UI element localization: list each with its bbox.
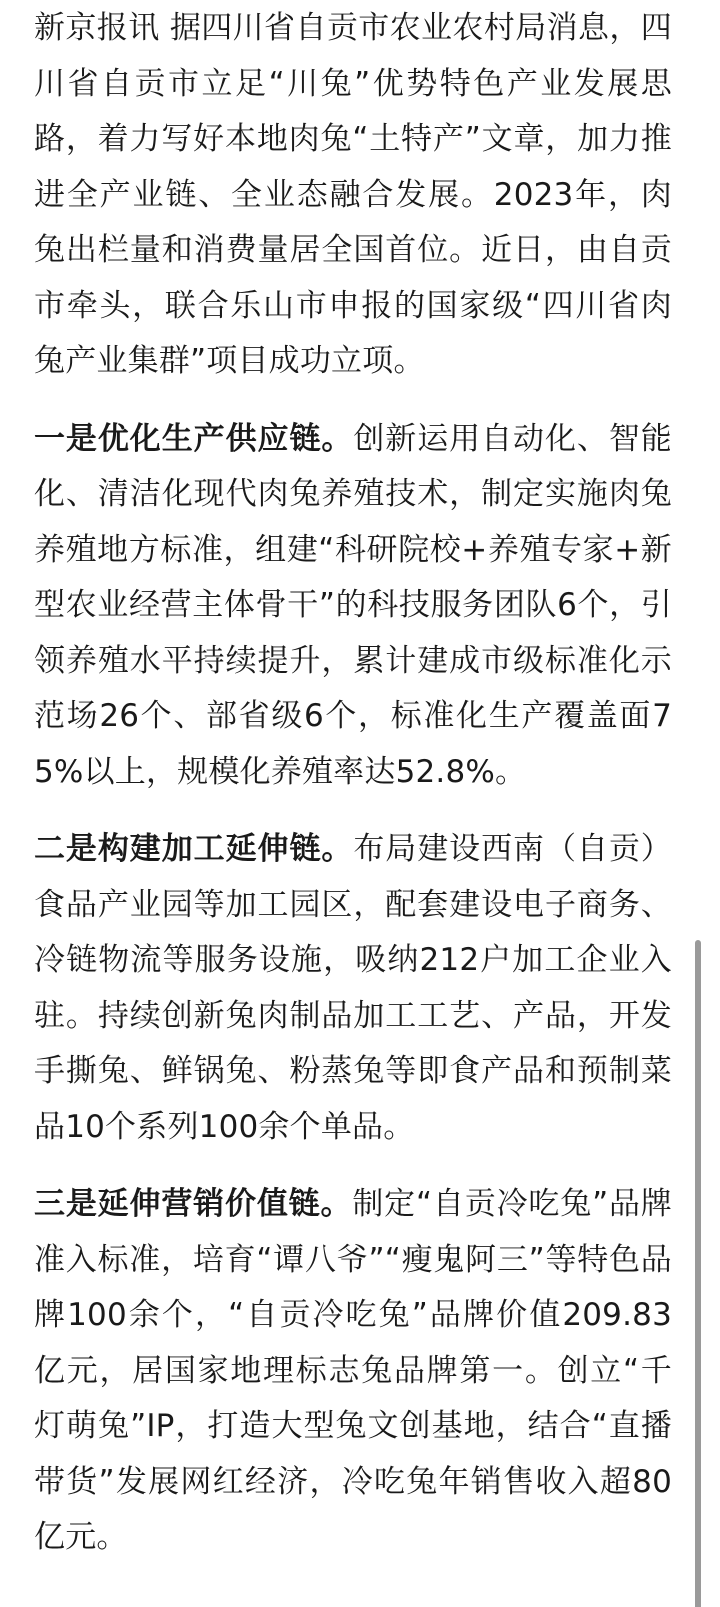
section-lead-2: 二是构建加工延伸链。: [34, 831, 354, 867]
section-paragraph-2: [34, 822, 672, 1155]
section-paragraph-3: [34, 1177, 672, 1566]
intro-paragraph: 新京报讯 据四川省自贡市农业农村局消息，四川省自贡市立足“川兔”优势特色产业发展思路，着力写好本地肉兔“土特产”文章，加力推进全产业链、全业态融合发展。2023年，肉兔出栏量和消费量居全国首位。近日，由自贡市牵头，联合乐山市申报的国家级“四川省肉兔产业集群”项目成功立项。: [34, 10, 672, 379]
section-lead-1: 一是优化生产供应链。: [34, 420, 354, 457]
section-lead-3: 三是延伸营销价值链。: [34, 1186, 353, 1222]
article-body: [34, 0, 672, 1566]
section-paragraph-1: [34, 412, 672, 801]
section-body-1: 创新运用自动化、智能化、清洁化现代肉兔养殖技术，制定实施肉兔养殖地方标准，组建“科研院校+养殖专家+新型农业经营主体骨干”的科技服务团队6个，引领养殖水平持续提升，累计建成市级标准化示范场26个、部省级6个，标准化生产覆盖面75%以上，规模化养殖率达52.8%。: [34, 420, 673, 790]
section-body-3: 制定“自贡冷吃兔”品牌准入标准，培育“谭八爷”“瘦鬼阿三”等特色品牌100余个，“自贡冷吃兔”品牌价值209.83亿元，居国家地理标志兔品牌第一。创立“千灯萌兔”IP，打造大型兔文创基地，结合“直播带货”发展网红经济，冷吃兔年销售收入超80亿元。: [34, 1186, 672, 1555]
scrollbar-thumb[interactable]: [695, 940, 701, 1607]
section-body-2: 布局建设西南（自贡）食品产业园等加工园区，配套建设电子商务、冷链物流等服务设施，吸纳212户加工企业入驻。持续创新兔肉制品加工工艺、产品，开发手撕兔、鲜锅兔、粉蒸兔等即食产品和预制菜品10个系列100余个单品。: [34, 831, 673, 1145]
